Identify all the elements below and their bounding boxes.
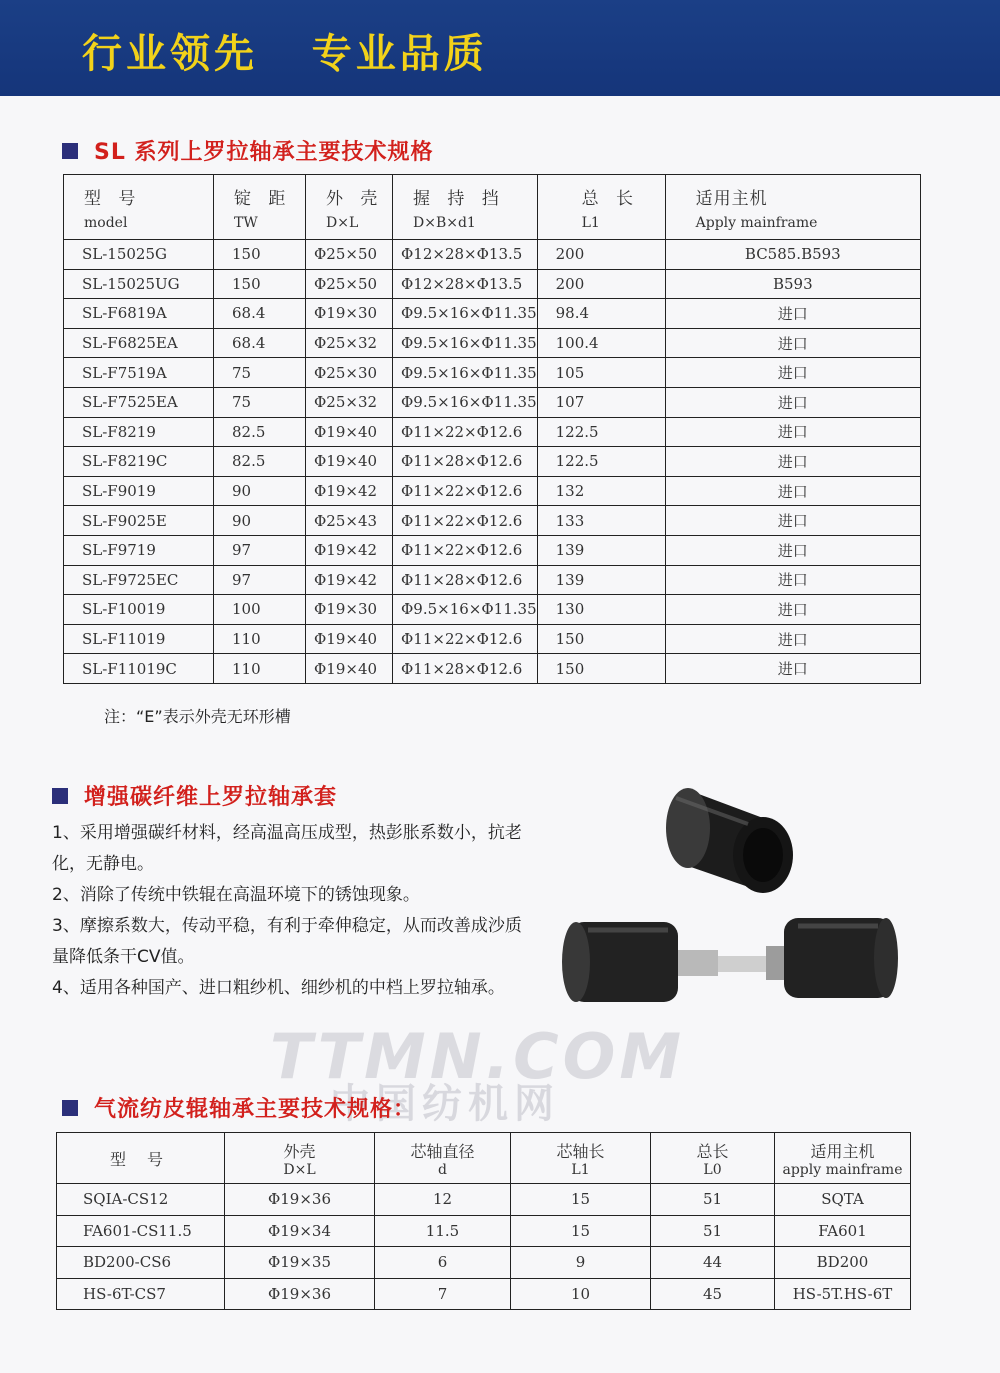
cell-core-length: 9 [511,1247,651,1279]
table-row [64,565,921,595]
cell-model: SL-F8219 [64,417,214,447]
table-row [64,476,921,506]
cell-tw: 150 [214,269,306,299]
cell-grip: Φ11×22×Φ12.6 [393,417,538,447]
table-row [64,328,921,358]
cell-model: SL-F11019 [64,624,214,654]
header-total-length: 总长 L0 [651,1133,775,1184]
cell-tw: 110 [214,624,306,654]
cell-core-length: 10 [511,1278,651,1310]
cell-tw: 82.5 [214,417,306,447]
feature-item: 2、消除了传统中铁辊在高温环境下的锈蚀现象。 [52,885,420,905]
bearing-roller-image [562,918,898,1002]
table-row [57,1278,911,1310]
header-banner [0,0,1000,96]
cell-model: SL-F10019 [64,595,214,625]
bearing-sleeve-image [666,788,793,893]
cell-mainframe: B593 [665,269,920,299]
cell-grip: Φ9.5×16×Φ11.35 [393,358,538,388]
cell-shell: Φ25×50 [306,240,393,270]
header-shell: 外壳 D×L [225,1133,375,1184]
table-row [64,654,921,684]
cell-grip: Φ11×22×Φ12.6 [393,476,538,506]
cell-length: 200 [537,240,665,270]
table-row [64,269,921,299]
cell-model: SL-F9725EC [64,565,214,595]
cell-shell: Φ19×40 [306,447,393,477]
table-row [64,447,921,477]
table-row [64,624,921,654]
section1-title: SL 系列上罗拉轴承主要技术规格 [94,140,434,165]
cell-core-diameter: 11.5 [375,1215,511,1247]
cell-length: 100.4 [537,328,665,358]
cell-mainframe: SQTA [775,1184,911,1216]
feature-item: 3、摩擦系数大，传动平稳，有利于牵伸稳定，从而改善成沙质量降低条干CV值。 [52,916,522,967]
table-row [64,240,921,270]
cell-total-length: 51 [651,1184,775,1216]
feature-list [52,818,522,1004]
header-tw: 锭 距 TW [214,175,306,240]
table-header-row [57,1133,911,1184]
section2-title: 增强碳纤维上罗拉轴承套 [84,785,338,810]
header-grip: 握 持 挡 D×B×d1 [393,175,538,240]
section3-heading [62,1092,416,1123]
cell-shell: Φ25×32 [306,387,393,417]
cell-mainframe: FA601 [775,1215,911,1247]
table-note: 注：“E”表示外壳无环形槽 [104,707,291,726]
header-core-length: 芯轴长 L1 [511,1133,651,1184]
cell-mainframe: 进口 [665,447,920,477]
cell-grip: Φ11×22×Φ12.6 [393,535,538,565]
header-mainframe: 适用主机 apply mainframe [775,1133,911,1184]
cell-shell: Φ19×36 [225,1278,375,1310]
table-row [64,387,921,417]
banner-title: 行业领先 专业品质 [82,31,488,77]
cell-mainframe: 进口 [665,624,920,654]
table-row [64,417,921,447]
cell-tw: 110 [214,654,306,684]
airjet-spec-table [56,1132,911,1310]
cell-shell: Φ25×50 [306,269,393,299]
section1-heading [62,135,434,166]
header-model: 型 号 [57,1133,225,1184]
cell-length: 139 [537,565,665,595]
cell-mainframe: 进口 [665,417,920,447]
cell-length: 98.4 [537,299,665,329]
cell-core-diameter: 7 [375,1278,511,1310]
cell-length: 133 [537,506,665,536]
cell-tw: 68.4 [214,328,306,358]
cell-mainframe: 进口 [665,328,920,358]
cell-tw: 90 [214,476,306,506]
header-shell: 外 壳 D×L [306,175,393,240]
cell-length: 132 [537,476,665,506]
cell-grip: Φ9.5×16×Φ11.35 [393,299,538,329]
cell-length: 122.5 [537,417,665,447]
watermark-text: TTMN.COM [270,1020,686,1093]
cell-grip: Φ9.5×16×Φ11.35 [393,387,538,417]
cell-tw: 90 [214,506,306,536]
cell-mainframe: 进口 [665,654,920,684]
cell-model: SL-F9025E [64,506,214,536]
cell-tw: 97 [214,535,306,565]
cell-total-length: 45 [651,1278,775,1310]
cell-length: 122.5 [537,447,665,477]
cell-model: SL-F11019C [64,654,214,684]
cell-length: 139 [537,535,665,565]
cell-shell: Φ25×30 [306,358,393,388]
section2-heading [52,780,337,811]
cell-model: BD200-CS6 [57,1247,225,1279]
cell-model: SL-F8219C [64,447,214,477]
cell-shell: Φ25×32 [306,328,393,358]
cell-model: SL-F9719 [64,535,214,565]
cell-model: SL-F6819A [64,299,214,329]
sl-spec-table [63,174,921,684]
cell-length: 150 [537,624,665,654]
table-row [64,595,921,625]
cell-grip: Φ9.5×16×Φ11.35 [393,595,538,625]
bullet-square-icon [52,788,68,804]
section3-title: 气流纺皮辊轴承主要技术规格： [94,1097,417,1122]
cell-total-length: 44 [651,1247,775,1279]
cell-mainframe: 进口 [665,358,920,388]
cell-mainframe: 进口 [665,476,920,506]
table-row [57,1247,911,1279]
cell-length: 107 [537,387,665,417]
header-length: 总 长 L1 [537,175,665,240]
cell-grip: Φ11×22×Φ12.6 [393,506,538,536]
cell-grip: Φ11×28×Φ12.6 [393,565,538,595]
table-header-row [64,175,921,240]
cell-model: FA601-CS11.5 [57,1215,225,1247]
cell-shell: Φ19×34 [225,1215,375,1247]
cell-grip: Φ11×28×Φ12.6 [393,654,538,684]
cell-model: SL-F7525EA [64,387,214,417]
cell-length: 105 [537,358,665,388]
cell-tw: 75 [214,358,306,388]
table-row [57,1215,911,1247]
cell-grip: Φ11×28×Φ12.6 [393,447,538,477]
cell-model: SQIA-CS12 [57,1184,225,1216]
table-row [64,535,921,565]
cell-shell: Φ19×42 [306,535,393,565]
cell-shell: Φ19×35 [225,1247,375,1279]
cell-core-diameter: 6 [375,1247,511,1279]
header-mainframe: 适用主机 Apply mainframe [665,175,920,240]
header-model: 型 号 model [64,175,214,240]
header-core-diameter: 芯轴直径 d [375,1133,511,1184]
cell-model: HS-6T-CS7 [57,1278,225,1310]
cell-grip: Φ12×28×Φ13.5 [393,240,538,270]
cell-model: SL-F7519A [64,358,214,388]
cell-model: SL-15025G [64,240,214,270]
cell-shell: Φ25×43 [306,506,393,536]
cell-mainframe: 进口 [665,299,920,329]
cell-shell: Φ19×40 [306,624,393,654]
cell-length: 200 [537,269,665,299]
table-row [64,506,921,536]
bearing-product-photo [548,770,908,1030]
cell-mainframe: 进口 [665,506,920,536]
cell-shell: Φ19×42 [306,565,393,595]
cell-shell: Φ19×40 [306,417,393,447]
cell-mainframe: HS-5T.HS-6T [775,1278,911,1310]
cell-length: 130 [537,595,665,625]
watermark-text-cn: 中国纺机网 [330,1081,560,1127]
table-row [64,299,921,329]
cell-mainframe: 进口 [665,595,920,625]
cell-mainframe: BD200 [775,1247,911,1279]
bullet-square-icon [62,143,78,159]
cell-shell: Φ19×40 [306,654,393,684]
cell-tw: 150 [214,240,306,270]
table-row [64,358,921,388]
cell-core-length: 15 [511,1184,651,1216]
cell-total-length: 51 [651,1215,775,1247]
cell-mainframe: 进口 [665,535,920,565]
feature-item: 1、采用增强碳纤材料，经高温高压成型，热彭胀系数小，抗老化，无静电。 [52,823,522,874]
cell-tw: 82.5 [214,447,306,477]
cell-model: SL-F9019 [64,476,214,506]
feature-item: 4、适用各种国产、进口粗纱机、细纱机的中档上罗拉轴承。 [52,978,505,998]
cell-grip: Φ9.5×16×Φ11.35 [393,328,538,358]
cell-mainframe: 进口 [665,387,920,417]
cell-tw: 100 [214,595,306,625]
cell-tw: 68.4 [214,299,306,329]
cell-grip: Φ11×22×Φ12.6 [393,624,538,654]
cell-tw: 75 [214,387,306,417]
cell-shell: Φ19×36 [225,1184,375,1216]
table-row [57,1184,911,1216]
cell-mainframe: 进口 [665,565,920,595]
cell-core-length: 15 [511,1215,651,1247]
cell-shell: Φ19×42 [306,476,393,506]
cell-grip: Φ12×28×Φ13.5 [393,269,538,299]
cell-shell: Φ19×30 [306,299,393,329]
cell-model: SL-15025UG [64,269,214,299]
bullet-square-icon [62,1100,78,1116]
cell-core-diameter: 12 [375,1184,511,1216]
cell-model: SL-F6825EA [64,328,214,358]
cell-length: 150 [537,654,665,684]
cell-shell: Φ19×30 [306,595,393,625]
cell-mainframe: BC585.B593 [665,240,920,270]
cell-tw: 97 [214,565,306,595]
